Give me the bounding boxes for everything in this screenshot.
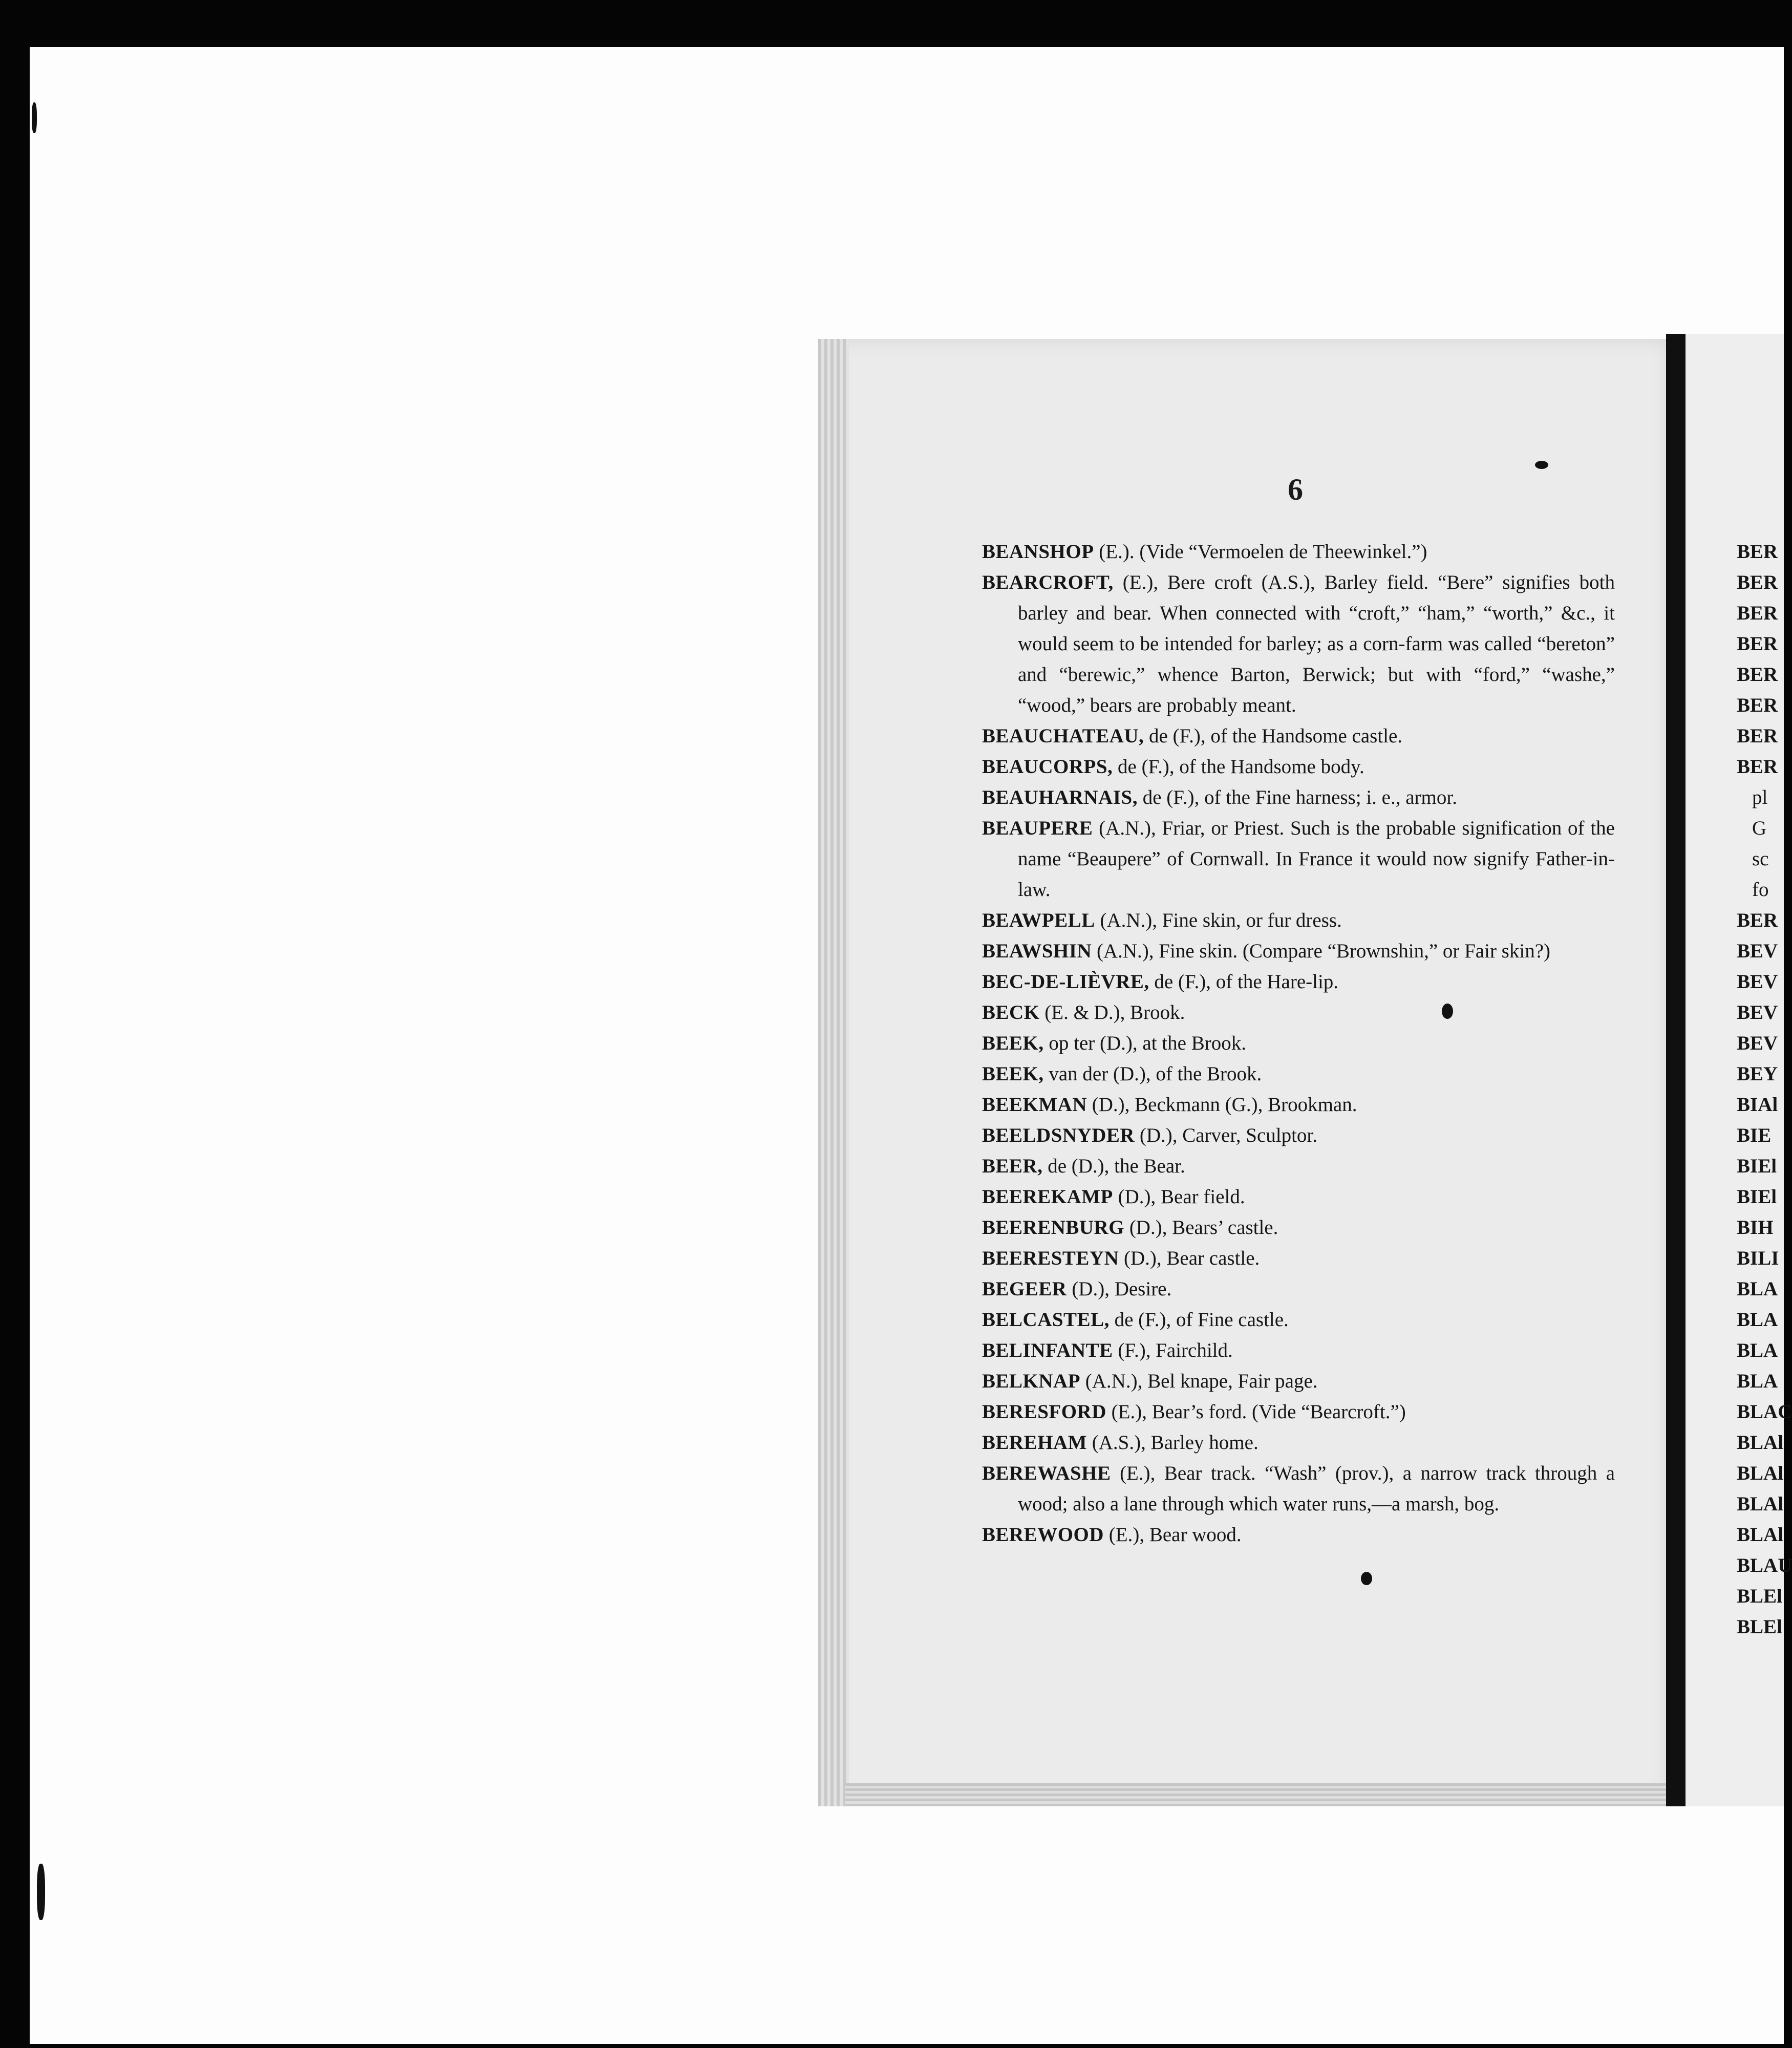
facing-page-fragment: BER — [1737, 664, 1778, 686]
dictionary-entry — [982, 905, 1615, 936]
entry-headword: BEGEER — [982, 1278, 1067, 1300]
facing-page-fragment: BEV — [1737, 940, 1778, 962]
facing-page-fragment: BER — [1737, 541, 1778, 563]
facing-page-fragment: BER — [1737, 725, 1778, 747]
entry-headword: BEAUPERE — [982, 817, 1093, 839]
entry-definition: (D.), Desire. — [1066, 1278, 1172, 1300]
entry-definition: de (F.), of the Handsome body. — [1113, 756, 1364, 778]
facing-page-fragment: BER — [1737, 571, 1778, 593]
entry-definition: (D.), Bear field. — [1113, 1186, 1245, 1208]
facing-page-fragment: BIAl — [1737, 1094, 1778, 1116]
dictionary-entry — [982, 1520, 1615, 1550]
ink-blot — [32, 102, 37, 133]
book-gutter — [1666, 334, 1686, 1806]
facing-page-fragment: sc — [1752, 848, 1769, 870]
dictionary-entry — [982, 1090, 1615, 1120]
entry-definition: van der (D.), of the Brook. — [1043, 1063, 1262, 1085]
entry-definition: (E. & D.), Brook. — [1039, 1001, 1185, 1023]
dictionary-entry — [982, 1458, 1615, 1520]
facing-page-fragment: BER — [1737, 756, 1778, 778]
entry-headword: BEEKMAN — [982, 1094, 1087, 1116]
dictionary-entry — [982, 752, 1615, 782]
entry-definition: (D.), Carver, Sculptor. — [1135, 1124, 1318, 1146]
entry-definition: (E.), Bear track. “Wash” (prov.), a narrow track through a wood; also a lane through which water runs,—a marsh, bog. — [1018, 1462, 1615, 1515]
ink-blot — [37, 1864, 45, 1920]
entry-headword: BEERENBURG — [982, 1217, 1125, 1239]
dictionary-entry — [982, 1120, 1615, 1151]
entry-headword: BEEK, — [982, 1063, 1044, 1085]
dictionary-entry — [982, 1335, 1615, 1366]
dictionary-entry — [982, 1182, 1615, 1212]
ink-blot — [1361, 1572, 1372, 1585]
entry-definition: de (F.), of the Handsome castle. — [1144, 725, 1403, 747]
entry-headword: BEAUCORPS, — [982, 756, 1113, 778]
entry-headword: BELCASTEL, — [982, 1309, 1110, 1331]
dictionary-entry — [982, 782, 1615, 813]
facing-page-fragment: BLAU — [1737, 1554, 1792, 1576]
facing-page-fragment: BIE — [1737, 1124, 1772, 1146]
facing-page-fragment: BER — [1737, 694, 1778, 716]
facing-page-fragment: BLEl — [1737, 1616, 1782, 1638]
facing-page-fragment: BEV — [1737, 971, 1778, 993]
entry-definition: (D.), Beckmann (G.), Brookman. — [1087, 1094, 1357, 1116]
entry-definition: (A.S.), Barley home. — [1087, 1432, 1258, 1454]
entry-definition: (D.), Bear castle. — [1119, 1247, 1260, 1269]
facing-page-fragment: BEV — [1737, 1032, 1778, 1054]
entry-definition: (E.), Bere croft (A.S.), Barley field. “Bere” signifies both barley and bear. When connected with “croft,” “ham,” “worth,” &c., it would seem to be intended for barley; as a corn-farm was called “bereton” and “berewic,” whence Barton, Berwick; but with “ford,” “washe,” “wood,” bears are probably meant. — [1018, 571, 1615, 716]
dictionary-entry — [982, 813, 1615, 905]
entry-headword: BEEREKAMP — [982, 1186, 1113, 1208]
dictionary-entry — [982, 1427, 1615, 1458]
facing-page-fragment: BLAl — [1737, 1493, 1784, 1515]
entry-definition: de (F.), of the Fine harness; i. e., armor. — [1137, 786, 1457, 808]
entry-headword: BEREWASHE — [982, 1462, 1111, 1484]
entry-definition: (E.). (Vide “Vermoelen de Theewinkel.”) — [1094, 541, 1427, 563]
entry-definition: de (D.), the Bear. — [1042, 1155, 1185, 1177]
entry-definition: (A.N.), Fine skin, or fur dress. — [1095, 909, 1342, 931]
dictionary-entry — [982, 537, 1615, 567]
entry-definition: (D.), Bears’ castle. — [1124, 1217, 1278, 1239]
dictionary-entry — [982, 936, 1615, 967]
facing-page-headwords — [1737, 537, 1792, 1642]
facing-page-fragment: BIEl — [1737, 1155, 1777, 1177]
entry-headword: BEREWOOD — [982, 1524, 1104, 1546]
entry-headword: BEREHAM — [982, 1432, 1087, 1454]
dictionary-entry — [982, 1366, 1615, 1397]
facing-page-fragment: BLAl — [1737, 1462, 1784, 1484]
entry-headword: BEC-DE-LIÈVRE, — [982, 971, 1149, 993]
facing-page-fragment: G — [1752, 817, 1767, 839]
entry-headword: BEAWPELL — [982, 909, 1095, 931]
entry-definition: (F.), Fairchild. — [1113, 1339, 1233, 1361]
dictionary-entry — [982, 967, 1615, 997]
dictionary-entry — [982, 567, 1615, 721]
facing-page-fragment: pl — [1752, 786, 1768, 808]
entry-headword: BELKNAP — [982, 1370, 1081, 1392]
dictionary-entry — [982, 997, 1615, 1028]
entry-headword: BEAWSHIN — [982, 940, 1092, 962]
facing-page-fragment: BLAl — [1737, 1432, 1784, 1454]
facing-page-fragment: BLEl — [1737, 1585, 1782, 1607]
facing-page-fragment: BLA — [1737, 1278, 1778, 1300]
entry-headword: BEAUHARNAIS, — [982, 786, 1138, 808]
entry-headword: BEANSHOP — [982, 541, 1094, 563]
facing-page-fragment: BEV — [1737, 1001, 1778, 1023]
entry-headword: BEEK, — [982, 1032, 1044, 1054]
ink-blot — [1442, 1004, 1453, 1019]
dictionary-entry — [982, 1151, 1615, 1182]
page-edge-left — [818, 339, 849, 1806]
facing-page-fragment: BLA — [1737, 1339, 1778, 1361]
facing-page-fragment: BER — [1737, 909, 1778, 931]
facing-page-fragment: BEY — [1737, 1063, 1778, 1085]
facing-page-fragment: BLAC — [1737, 1401, 1792, 1423]
entry-headword: BECK — [982, 1001, 1040, 1023]
dictionary-entry — [982, 1212, 1615, 1243]
entry-definition: (A.N.), Friar, or Priest. Such is the probable signification of the name “Beaupere” of Cornwall. In France it would now signify Father-in-law. — [1018, 817, 1615, 901]
dictionary-entry — [982, 1397, 1615, 1427]
entry-definition: op ter (D.), at the Brook. — [1043, 1032, 1246, 1054]
entry-definition: (E.), Bear’s ford. (Vide “Bearcroft.”) — [1106, 1401, 1406, 1423]
entry-definition: de (F.), of Fine castle. — [1109, 1309, 1289, 1331]
dictionary-entry — [982, 1243, 1615, 1274]
facing-page-fragment: BER — [1737, 602, 1778, 624]
entry-headword: BEERESTEYN — [982, 1247, 1119, 1269]
dictionary-entry — [982, 1059, 1615, 1090]
ink-blot — [1535, 461, 1548, 469]
entry-definition: (A.N.), Bel knape, Fair page. — [1080, 1370, 1318, 1392]
entry-headword: BEER, — [982, 1155, 1043, 1177]
dictionary-entry — [982, 1305, 1615, 1335]
entry-headword: BEELDSNYDER — [982, 1124, 1135, 1146]
facing-page-fragment: fo — [1752, 879, 1769, 901]
entry-headword: BELINFANTE — [982, 1339, 1113, 1361]
page-edge-bottom — [845, 1783, 1671, 1806]
facing-page-fragment: BILI — [1737, 1247, 1779, 1269]
entry-headword: BERESFORD — [982, 1401, 1106, 1423]
dictionary-entries — [982, 537, 1615, 1550]
entry-definition: (A.N.), Fine skin. (Compare “Brownshin,” or Fair skin?) — [1092, 940, 1550, 962]
facing-page-fragment: BLA — [1737, 1370, 1778, 1392]
page-number: 6 — [1288, 473, 1303, 506]
entry-headword: BEARCROFT, — [982, 571, 1114, 593]
entry-definition: de (F.), of the Hare-lip. — [1149, 971, 1339, 993]
entry-headword: BEAUCHATEAU, — [982, 725, 1144, 747]
facing-page-fragment: BIH — [1737, 1217, 1774, 1239]
facing-page-fragment: BLAl — [1737, 1524, 1784, 1546]
dictionary-entry — [982, 1028, 1615, 1059]
facing-page-fragment: BER — [1737, 633, 1778, 655]
facing-page-fragment: BLA — [1737, 1309, 1778, 1331]
dictionary-entry — [982, 1274, 1615, 1305]
entry-definition: (E.), Bear wood. — [1104, 1524, 1242, 1546]
dictionary-entry — [982, 721, 1615, 752]
facing-page-fragment: BIEl — [1737, 1186, 1777, 1208]
